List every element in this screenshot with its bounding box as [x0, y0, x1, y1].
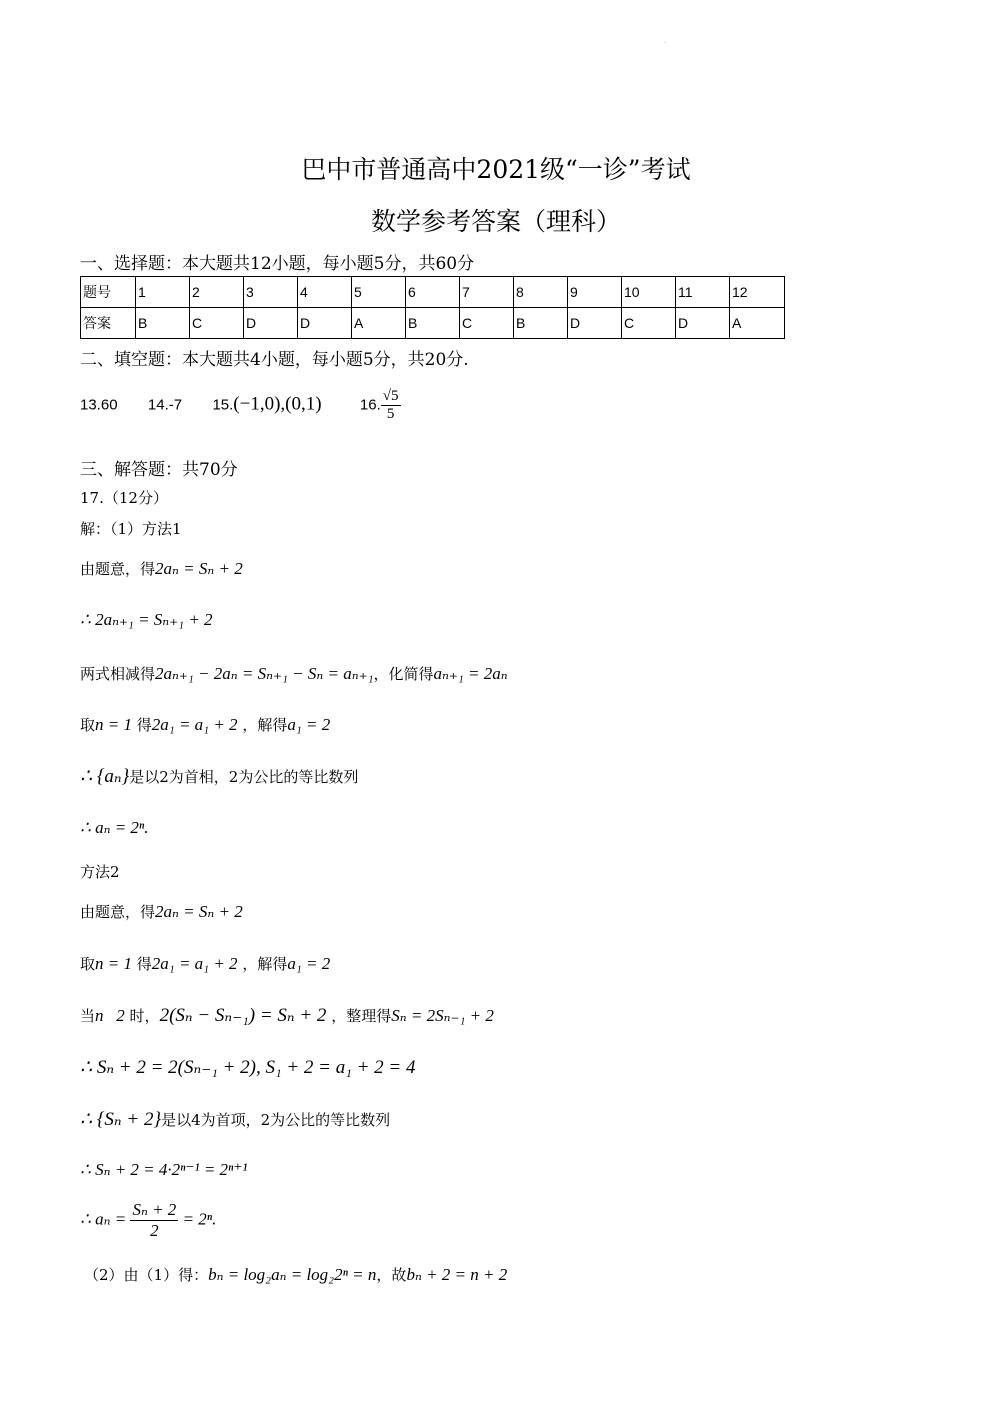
- table-cell: 6: [406, 277, 460, 308]
- table-cell: D: [676, 308, 730, 339]
- question-17-header: 17.（12分）: [80, 489, 168, 507]
- math-expression: ∴ {aₙ}: [80, 766, 130, 787]
- table-row-numbers: [81, 277, 785, 308]
- math-expression: = 2ⁿ.: [182, 1209, 217, 1229]
- table-cell: 5: [352, 277, 406, 308]
- math-expression: n = 1: [95, 715, 132, 734]
- table-cell: A: [352, 308, 406, 339]
- line-text: 时，: [129, 1007, 160, 1025]
- table-cell: 1: [136, 277, 190, 308]
- method-2-line-1: [80, 901, 243, 922]
- line-text: 得: [136, 955, 152, 973]
- fraction-denominator: 2: [150, 1221, 159, 1240]
- table-cell: 10: [622, 277, 676, 308]
- table-cell: D: [244, 308, 298, 339]
- table-cell: C: [460, 308, 514, 339]
- page-subtitle: 数学参考答案（理科）: [370, 207, 621, 236]
- line-text: 得: [136, 716, 152, 734]
- solution-line-4: [80, 714, 330, 735]
- table-cell: 4: [298, 277, 352, 308]
- section3-heading: 三、解答题：共70分: [80, 460, 238, 480]
- math-expression: 2aₙ = Sₙ + 2: [155, 902, 243, 921]
- answer-15: (−1,0),(0,1): [233, 393, 322, 415]
- math-expression: n = 1: [95, 954, 132, 973]
- line-text: ，化简得: [373, 665, 434, 683]
- table-cell: 11: [676, 277, 730, 308]
- table-cell: D: [298, 308, 352, 339]
- line-text: ，解得: [242, 955, 288, 973]
- math-expression: a₁ = 2: [287, 954, 331, 973]
- table-cell: 2: [190, 277, 244, 308]
- table-cell: B: [406, 308, 460, 339]
- answer-13-label: 13.: [80, 396, 101, 414]
- answer-13: 60: [100, 396, 118, 414]
- math-expression: 2a₁ = a₁ + 2: [151, 715, 238, 734]
- method-2-line-5: [80, 1108, 390, 1131]
- math-expression: 2aₙ = Sₙ + 2: [155, 559, 243, 578]
- answer-16: [381, 388, 401, 423]
- line-text: 是以2为首相，2为公比的等比数列: [129, 768, 359, 786]
- table-cell: C: [622, 308, 676, 339]
- math-expression: bₙ = log₂aₙ = log₂2ⁿ = n: [208, 1265, 377, 1284]
- line-text: 取: [80, 955, 96, 973]
- line-text: ，整理得: [331, 1007, 392, 1025]
- part-2-line: [84, 1264, 507, 1285]
- method-2-line-7: [80, 1200, 216, 1241]
- line-text: ，解得: [242, 716, 288, 734]
- line-text: （2）由（1）得：: [84, 1266, 209, 1284]
- answer-table: [80, 276, 785, 339]
- math-expression: a₁ = 2: [287, 715, 331, 734]
- line-text: 由题意，得: [80, 903, 156, 921]
- math-expression: 2(Sₙ − Sₙ₋₁) = Sₙ + 2: [159, 1005, 327, 1026]
- answer-14: -7: [168, 396, 183, 414]
- table-cell: 12: [730, 277, 785, 308]
- math-expression: n 2: [95, 1006, 125, 1025]
- page-title: 巴中市普通高中2021级“一诊”考试: [301, 155, 691, 184]
- line-text: 取: [80, 716, 96, 734]
- method-2-line-6: ∴ Sₙ + 2 = 4·2ⁿ⁻¹ = 2ⁿ⁺¹: [80, 1160, 248, 1179]
- row-label-number: 题号: [81, 277, 136, 308]
- answer-16-numerator: √5: [382, 388, 399, 404]
- answer-15-label: 15.: [212, 396, 234, 414]
- solution-line-2: ∴ 2aₙ₊₁ = Sₙ₊₁ + 2: [80, 610, 213, 629]
- solution-line-1: [80, 558, 243, 579]
- section1-heading: 一、选择题：本大题共12小题，每小题5分，共60分: [80, 254, 475, 274]
- answer-14-label: 14.: [147, 396, 169, 414]
- solution-line-3: [80, 663, 508, 684]
- line-text: ，故: [376, 1266, 407, 1284]
- line-text: 当: [80, 1007, 96, 1025]
- table-cell: A: [730, 308, 785, 339]
- table-cell: 8: [514, 277, 568, 308]
- scan-dot: ·: [664, 40, 666, 47]
- line-text: 两式相减得: [80, 665, 156, 683]
- line-text: 是以4为首项，2为公比的等比数列: [161, 1111, 391, 1129]
- method-2-label: 方法2: [80, 863, 120, 881]
- solution-line-5: [80, 765, 358, 788]
- fill-answers: [80, 388, 401, 423]
- method-2-line-2: [80, 953, 330, 974]
- fraction: [130, 1200, 178, 1241]
- math-expression: Sₙ = 2Sₙ₋₁ + 2: [391, 1006, 494, 1025]
- section2-heading: 二、填空题：本大题共4小题，每小题5分，共20分.: [80, 350, 469, 370]
- table-cell: 3: [244, 277, 298, 308]
- table-cell: B: [514, 308, 568, 339]
- fraction-numerator: Sₙ + 2: [132, 1200, 177, 1219]
- math-expression: 2aₙ₊₁ − 2aₙ = Sₙ₊₁ − Sₙ = aₙ₊₁: [155, 664, 374, 683]
- table-cell: B: [136, 308, 190, 339]
- math-expression: aₙ₊₁ = 2aₙ: [433, 664, 508, 683]
- table-cell: 7: [460, 277, 514, 308]
- solution-line-6: ∴ aₙ = 2ⁿ.: [80, 818, 149, 837]
- answer-16-label: 16.: [359, 396, 381, 414]
- solution-intro: 解：（1）方法1: [80, 520, 182, 538]
- method-2-line-3: [80, 1004, 494, 1027]
- table-cell: 9: [568, 277, 622, 308]
- line-text: 由题意，得: [80, 560, 156, 578]
- table-cell: D: [568, 308, 622, 339]
- answer-16-denominator: 5: [386, 406, 395, 422]
- table-row-answers: [81, 308, 785, 339]
- row-label-answer: 答案: [81, 308, 136, 339]
- table-cell: C: [190, 308, 244, 339]
- method-2-line-4: ∴ Sₙ + 2 = 2(Sₙ₋₁ + 2), S₁ + 2 = a₁ + 2 = 4: [80, 1057, 416, 1078]
- math-expression: ∴ aₙ =: [80, 1209, 127, 1229]
- math-expression: ∴ {Sₙ + 2}: [80, 1109, 162, 1130]
- math-expression: 2a₁ = a₁ + 2: [151, 954, 238, 973]
- math-expression: bₙ + 2 = n + 2: [406, 1265, 508, 1284]
